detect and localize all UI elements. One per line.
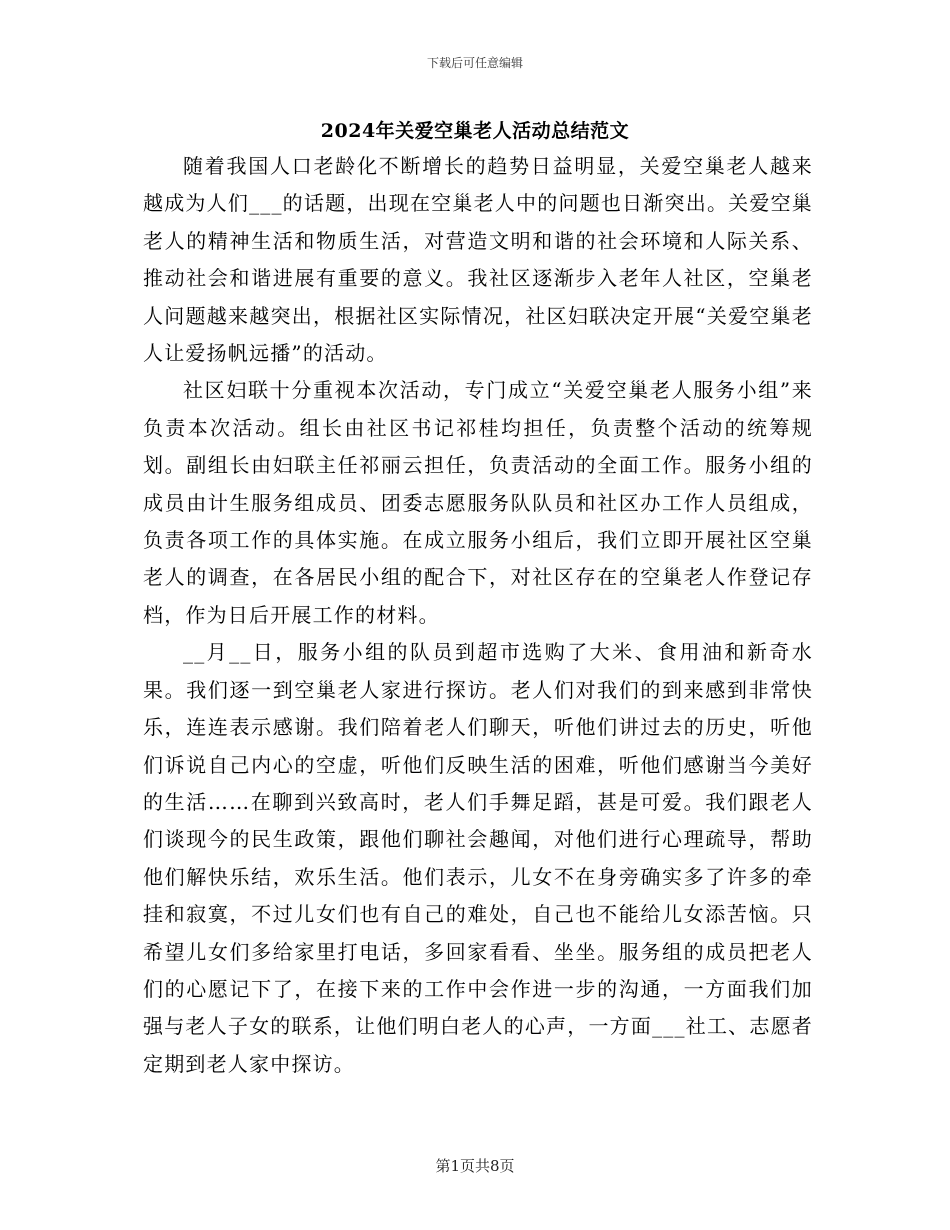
- paragraph-1: 随着我国人口老龄化不断增长的趋势日益明显，关爱空巢老人越来越成为人们___的话题，出现在空巢老人中的问题也日渐突出。关爱空巢老人的精神生活和物质生活，对营造文明和谐的社会环境和人际关系、推动社会和谐进展有重要的意义。我社区逐渐步入老年人社区，空巢老人问题越来越突出，根据社区实际情况，社区妇联决定开展“关爱空巢老人让爱扬帆远播”的活动。: [143, 154, 813, 366]
- page-number: 第1页共8页: [435, 1157, 515, 1175]
- paragraph-2: 社区妇联十分重视本次活动，专门成立“关爱空巢老人服务小组”来负责本次活动。组长由社区书记祁桂均担任，负责整个活动的统筹规划。副组长由妇联主任祁丽云担任，负责活动的全面工作。服务小组的成员由计生服务组成员、团委志愿服务队队员和社区办工作人员组成，负责各项工作的具体实施。在成立服务小组后，我们立即开展社区空巢老人的调查，在各居民小组的配合下，对社区存在的空巢老人作登记存档，作为日后开展工作的材料。: [143, 378, 813, 627]
- paragraph-3: __月__日，服务小组的队员到超市选购了大米、食用油和新奇水果。我们逐一到空巢老人家进行探访。老人们对我们的到来感到非常快乐，连连表示感谢。我们陪着老人们聊天，听他们讲过去的历史，听他们诉说自己内心的空虚，听他们反映生活的困难，听他们感谢当今美好的生活……在聊到兴致高时，老人们手舞足蹈，甚是可爱。我们跟老人们谈现今的民生政策，跟他们聊社会趣闻，对他们进行心理疏导，帮助他们解快乐结，欢乐生活。他们表示，儿女不在身旁确实多了许多的牵挂和寂寞，不过儿女们也有自己的难处，自己也不能给儿女添苦恼。只希望儿女们多给家里打电话，多回家看看、坐坐。服务组的成员把老人们的心愿记下了，在接下来的工作中会作进一步的沟通，一方面我们加强与老人子女的联系，让他们明白老人的心声，一方面___社工、志愿者定期到老人家中探访。: [143, 640, 813, 1076]
- document-body: [143, 148, 813, 1083]
- document-title: 2024年关爱空巢老人活动总结范文: [320, 120, 630, 142]
- page-header-note: 下载后可任意编辑: [426, 56, 523, 70]
